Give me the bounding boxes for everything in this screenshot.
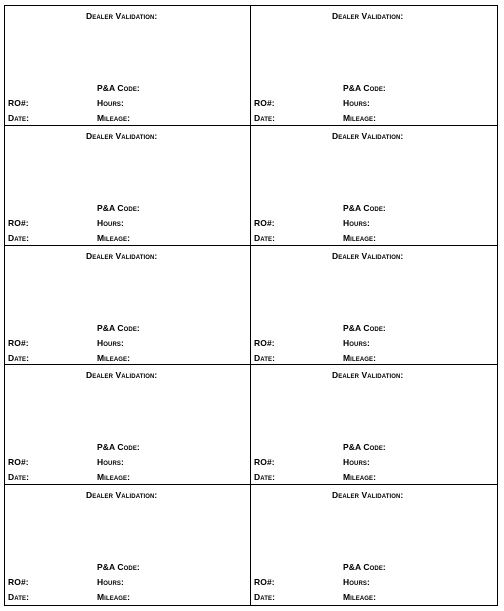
pa-code-label: P&A Code: [343,322,386,333]
date-label: Date: [8,472,30,483]
hours-label: Hours: [97,577,124,588]
hours-label: Hours: [97,98,124,108]
mileage-label: Mileage: [343,232,377,243]
ro-number-label: RO#: [254,577,275,588]
hours-label: Hours: [343,337,370,348]
date-label: Date: [254,352,276,363]
pa-code-label: P&A Code: [97,83,140,93]
dealer-validation-label: Dealer Validation: [86,250,158,261]
validation-card [5,365,251,485]
dealer-validation-label: Dealer Validation: [86,130,158,141]
validation-card [5,246,251,366]
validation-card [5,485,251,605]
mileage-label: Mileage: [343,352,377,363]
mileage-label: Mileage: [97,592,131,603]
validation-card [5,6,251,126]
ro-number-label: RO#: [254,337,275,348]
hours-label: Hours: [97,457,124,468]
hours-label: Hours: [343,217,370,228]
mileage-label: Mileage: [343,592,377,603]
ro-number-label: RO#: [8,577,29,588]
pa-code-label: P&A Code: [343,83,386,93]
ro-number-label: RO#: [254,457,275,468]
mileage-label: Mileage: [343,113,377,123]
date-label: Date: [8,113,30,123]
pa-code-label: P&A Code: [343,202,386,213]
ro-number-label: RO#: [254,98,275,108]
hours-label: Hours: [343,98,370,108]
validation-card [251,126,497,246]
dealer-validation-label: Dealer Validation: [332,11,404,21]
pa-code-label: P&A Code: [343,442,386,453]
mileage-label: Mileage: [97,232,131,243]
validation-card [251,485,497,605]
pa-code-label: P&A Code: [97,322,140,333]
hours-label: Hours: [97,337,124,348]
date-label: Date: [254,113,276,123]
pa-code-label: P&A Code: [97,202,140,213]
dealer-validation-label: Dealer Validation: [86,490,158,501]
ro-number-label: RO#: [254,217,275,228]
mileage-label: Mileage: [97,352,131,363]
mileage-label: Mileage: [343,472,377,483]
hours-label: Hours: [97,217,124,228]
validation-card [5,126,251,246]
date-label: Date: [254,592,276,603]
mileage-label: Mileage: [97,472,131,483]
ro-number-label: RO#: [8,98,29,108]
date-label: Date: [8,592,30,603]
pa-code-label: P&A Code: [97,442,140,453]
ro-number-label: RO#: [8,457,29,468]
validation-card [251,6,497,126]
pa-code-label: P&A Code: [97,562,140,573]
dealer-validation-label: Dealer Validation: [332,370,404,381]
mileage-label: Mileage: [97,113,131,123]
pa-code-label: P&A Code: [343,562,386,573]
dealer-validation-label: Dealer Validation: [332,490,404,501]
ro-number-label: RO#: [8,217,29,228]
date-label: Date: [8,232,30,243]
validation-card [251,365,497,485]
hours-label: Hours: [343,577,370,588]
hours-label: Hours: [343,457,370,468]
dealer-validation-label: Dealer Validation: [332,130,404,141]
dealer-validation-label: Dealer Validation: [86,11,158,21]
validation-card [251,246,497,366]
date-label: Date: [254,472,276,483]
ro-number-label: RO#: [8,337,29,348]
dealer-validation-label: Dealer Validation: [86,370,158,381]
validation-card-sheet [4,5,498,606]
date-label: Date: [254,232,276,243]
date-label: Date: [8,352,30,363]
dealer-validation-label: Dealer Validation: [332,250,404,261]
